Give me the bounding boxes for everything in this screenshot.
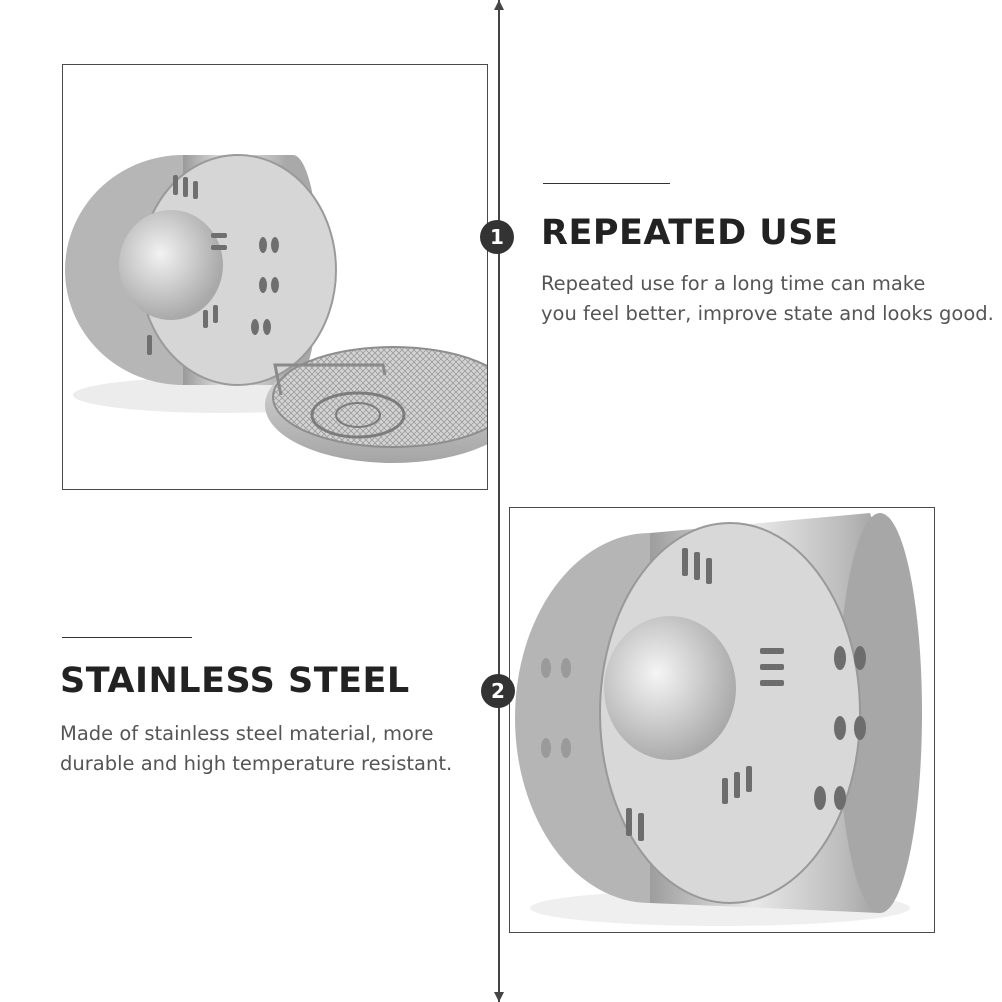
feature-2-title: STAINLESS STEEL [60,661,410,701]
feature-1-title: REPEATED USE [541,213,839,253]
feature-1-number-badge: 1 [480,220,514,254]
basket-dome-shape [119,210,223,320]
product-photo-basket-and-trivet [62,64,488,490]
basket-dome-shape [604,616,736,760]
feature-2-description [60,719,452,779]
feature-2-number-badge: 2 [481,674,515,708]
feature-1-description-line: Repeated use for a long time can make [541,272,926,295]
center-divider-line [498,0,500,1002]
steamer-basket-closeup-illustration [510,508,934,932]
steamer-basket-trivet-illustration [63,65,487,489]
feature-1-rule [543,183,670,184]
feature-2-description-line: durable and high temperature resistant. [60,752,453,775]
divider-arrow-down-icon [494,992,504,1002]
product-photo-basket-closeup [509,507,935,933]
feature-1-description-line: you feel better, improve state and looks good. [541,302,994,325]
feature-2-rule [62,637,192,638]
feature-1-description [541,269,994,329]
feature-2-description-line: Made of stainless steel material, more [60,722,434,745]
divider-arrow-up-icon [494,0,504,10]
